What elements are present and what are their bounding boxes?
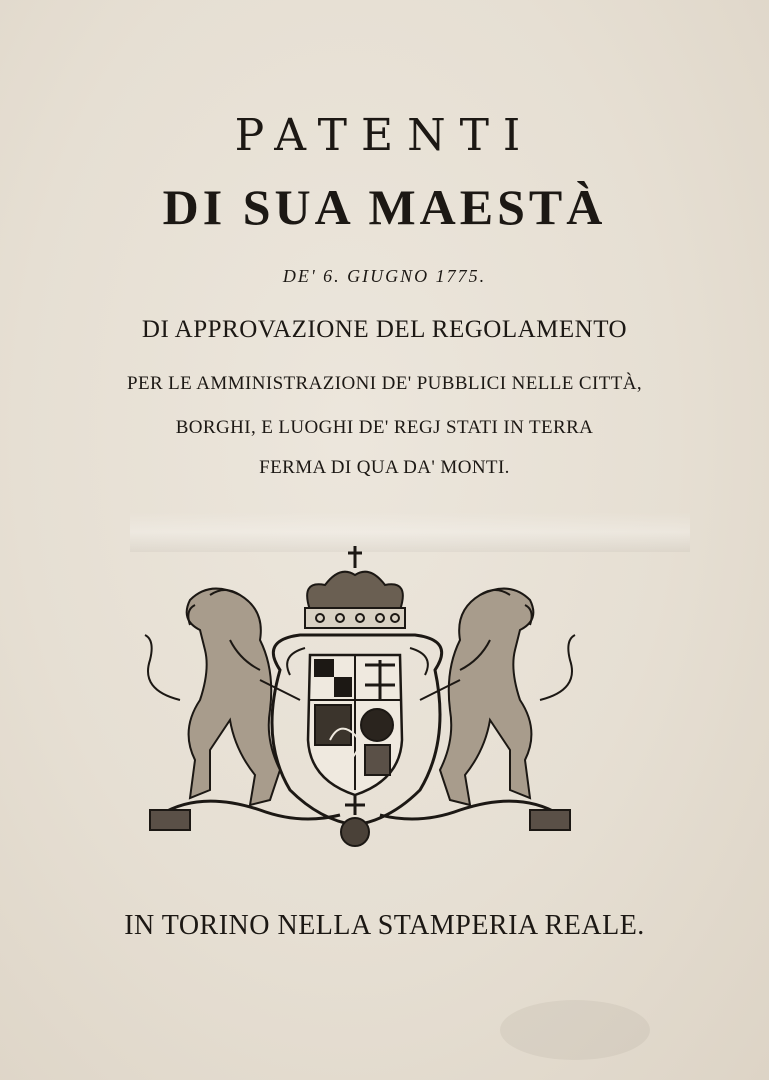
title-line-1: PATENTI — [234, 110, 535, 161]
subtitle-line-3: BORGHI, E LUOGHI DE' REGJ STATI IN TERRA — [175, 417, 594, 438]
royal-coat-of-arms-icon — [140, 540, 580, 860]
imprint-line: IN TORINO NELLA STAMPERIA REALE. — [124, 910, 645, 941]
subtitle-line-4: FERMA DI QUA DA' MONTI. — [259, 457, 510, 478]
paper-stain — [500, 1000, 650, 1060]
subtitle-line-1: DI APPROVAZIONE DEL REGOLAMENTO — [141, 316, 628, 343]
subtitle-line-2: PER LE AMMINISTRAZIONI DE' PUBBLICI NELLE CITTÀ, — [126, 373, 642, 394]
date-line: DE' 6. GIUGNO 1775. — [282, 266, 487, 286]
title-line-2: DI SUA MAESTÀ — [162, 179, 607, 235]
